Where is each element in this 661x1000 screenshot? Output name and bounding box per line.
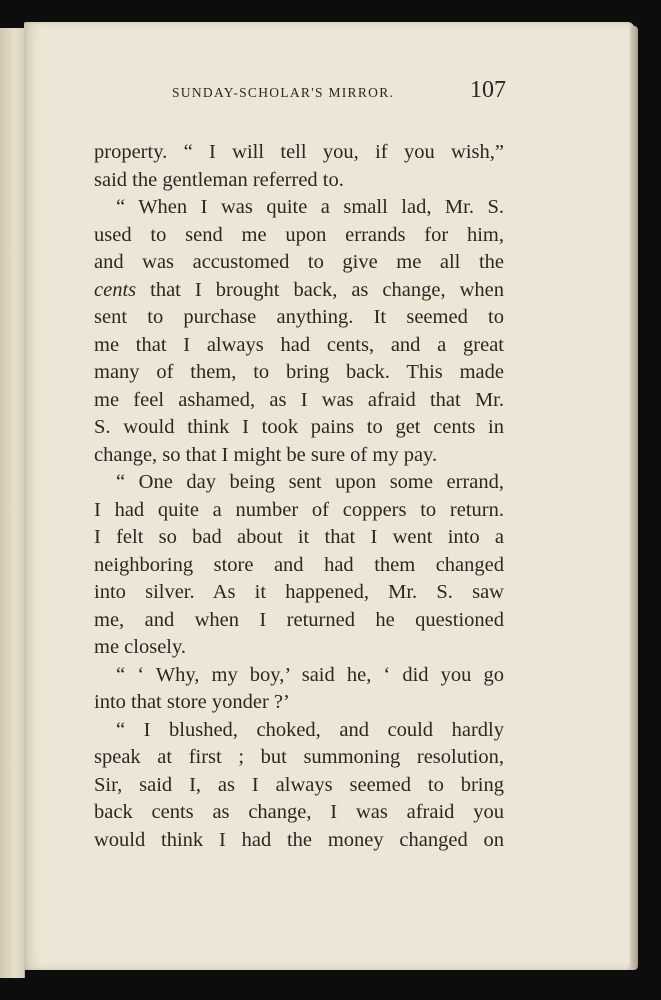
text-line: change, so that I might be sure of my pay. (94, 443, 438, 466)
body-text (94, 139, 504, 854)
text-line: me, and when I returned he questioned (94, 608, 504, 631)
text-line: used to send me upon errands for him, (94, 223, 504, 246)
text-line: speak at first ; but summoning resolution, (94, 746, 504, 768)
text-line: sent to purchase anything. It seemed to (94, 306, 504, 328)
text-line: would think I had the money changed on (94, 828, 504, 851)
page-fore-edge (630, 26, 638, 970)
italic-word: cents (94, 278, 137, 301)
text-line: me that I always had cents, and a great (94, 333, 504, 356)
text-line: into that store yonder ?’ (94, 691, 290, 713)
running-title: SUNDAY-SCHOLAR'S MIRROR. (172, 85, 395, 100)
text-line (94, 277, 504, 305)
text-line: property. “ I will tell you, if you wish,” (94, 141, 504, 163)
text-line: said the gentleman referred to. (94, 168, 344, 191)
running-head (60, 77, 506, 107)
text-line: I felt so bad about it that I went into a (94, 526, 504, 548)
text-line: “ One day being sent upon some errand, (116, 471, 504, 493)
text-line: “ ‘ Why, my boy,’ said he, ‘ did you go (116, 663, 504, 686)
text-line: I had quite a number of coppers to return. (94, 498, 504, 521)
page-number: 107 (470, 77, 506, 103)
text-line: neighboring store and had them changed (94, 553, 504, 576)
text-line-segment: that I brought back, as change, when (136, 278, 504, 301)
text-line: and was accustomed to give me all the (94, 251, 504, 273)
text-line: me closely. (94, 636, 187, 658)
text-line: many of them, to bring back. This made (94, 361, 504, 383)
facing-page-edge (0, 28, 25, 978)
text-line: Sir, said I, as I always seemed to bring (94, 773, 504, 796)
text-line: “ I blushed, choked, and could hardly (116, 718, 504, 741)
text-line: S. would think I took pains to get cents in (94, 416, 504, 438)
text-line: me feel ashamed, as I was afraid that Mr. (94, 388, 504, 411)
text-line: “ When I was quite a small lad, Mr. S. (116, 196, 504, 218)
text-line: into silver. As it happened, Mr. S. saw (94, 581, 504, 603)
text-line: back cents as change, I was afraid you (94, 801, 504, 823)
